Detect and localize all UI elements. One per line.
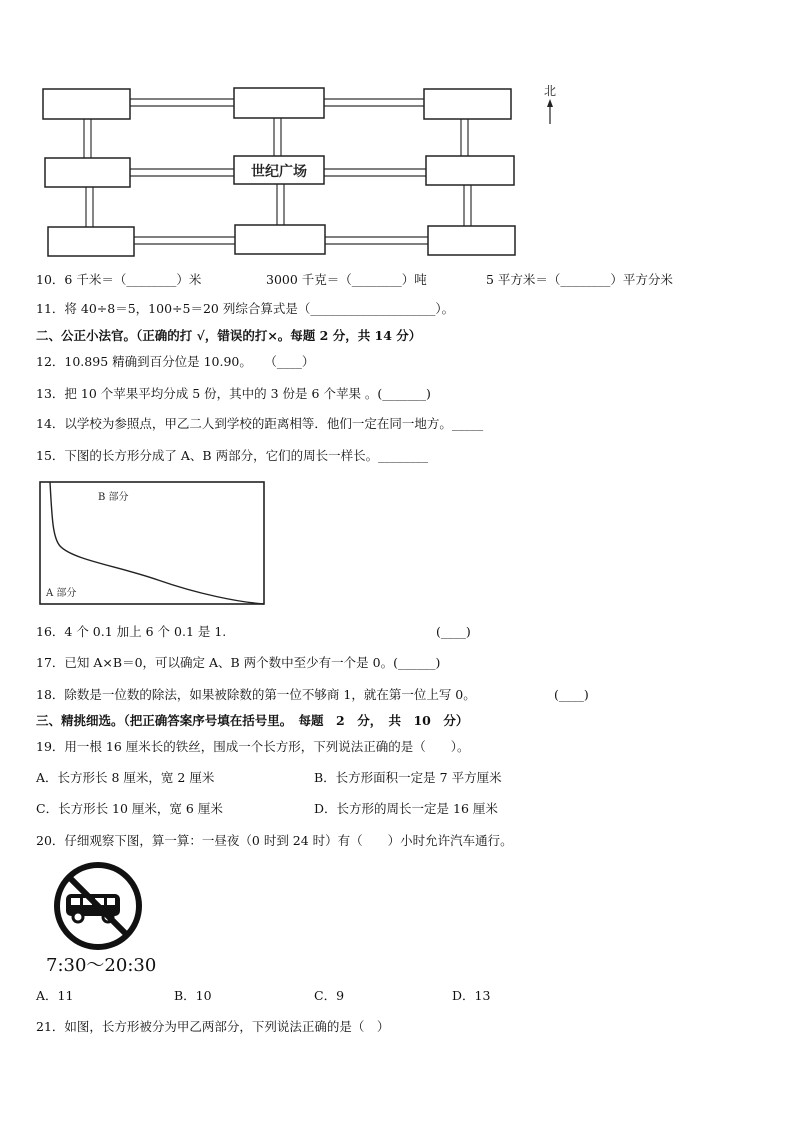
rectangle-figure [38, 480, 268, 608]
q14: 14．以学校为参照点，甲乙二人到学校的距离相等．他们一定在同一地方。_____ [36, 416, 484, 431]
north-label: 北 [543, 84, 557, 98]
q19-option-d: D．长方形的周长一定是 16 厘米 [314, 801, 498, 816]
q17: 17．已知 A×B＝0，可以确定 A、B 两个数中至少有一个是 0。(______) [36, 655, 441, 670]
q18: 18．除数是一位数的除法，如果被除数的第一位不够商 1，就在第一位上写 0。 [36, 687, 476, 702]
q20-stem: 20．仔细观察下图，算一算：一昼夜（0 时到 24 时）有（ ）小时允许汽车通行。 [36, 833, 513, 848]
q18-blank: (____) [554, 687, 589, 702]
q10-a: 10．6 千米＝（________）米 [36, 272, 202, 287]
q16: 16．4 个 0.1 加上 6 个 0.1 是 1. [36, 624, 227, 639]
q15: 15．下图的长方形分成了 A、B 两部分，它们的周长一样长。________ [36, 448, 429, 463]
q19-option-b: B．长方形面积一定是 7 平方厘米 [314, 770, 502, 785]
q12: 12．10.895 精确到百分位是 10.90。 （____） [36, 354, 315, 369]
no-bus-sign-icon [50, 860, 146, 952]
part-b-label: B 部分 [98, 492, 129, 503]
section-2-title: 二、公正小法官。（正确的打 √，错误的打×。每题 2 分，共 14 分） [36, 328, 422, 343]
part-a-label: A 部分 [46, 588, 77, 599]
sign-time: 7:30～20:30 [46, 955, 157, 976]
section-3-title: 三、精挑细选。（把正确答案序号填在括号里。 每题 2 分， 共 10 分） [36, 713, 469, 728]
north-arrow-icon [547, 99, 553, 107]
q20-option-a: A．11 [36, 988, 74, 1003]
q20-option-c: C．9 [314, 988, 345, 1003]
q10-b: 3000 千克＝（________）吨 [266, 272, 427, 287]
q13: 13．把 10 个苹果平均分成 5 份，其中的 3 份是 6 个苹果 。(_______) [36, 386, 431, 401]
q20-option-d: D．13 [452, 988, 491, 1003]
q16-blank: (____) [436, 624, 471, 639]
q21: 21．如图，长方形被分为甲乙两部分，下列说法正确的是（ ） [36, 1019, 390, 1034]
q20-option-b: B．10 [174, 988, 212, 1003]
square-label: 世纪广场 [251, 164, 307, 180]
map-figure [40, 82, 570, 262]
q19-stem: 19．用一根 16 厘米长的铁丝，围成一个长方形，下列说法正确的是（ ）。 [36, 739, 470, 754]
q11: 11．将 40÷8＝5，100÷5＝20 列综合算式是（____________________）。 [36, 301, 455, 316]
q19-option-c: C．长方形长 10 厘米，宽 6 厘米 [36, 801, 223, 816]
q10-c: 5 平方米＝（________）平方分米 [486, 272, 673, 287]
q19-option-a: A．长方形长 8 厘米，宽 2 厘米 [36, 770, 215, 785]
